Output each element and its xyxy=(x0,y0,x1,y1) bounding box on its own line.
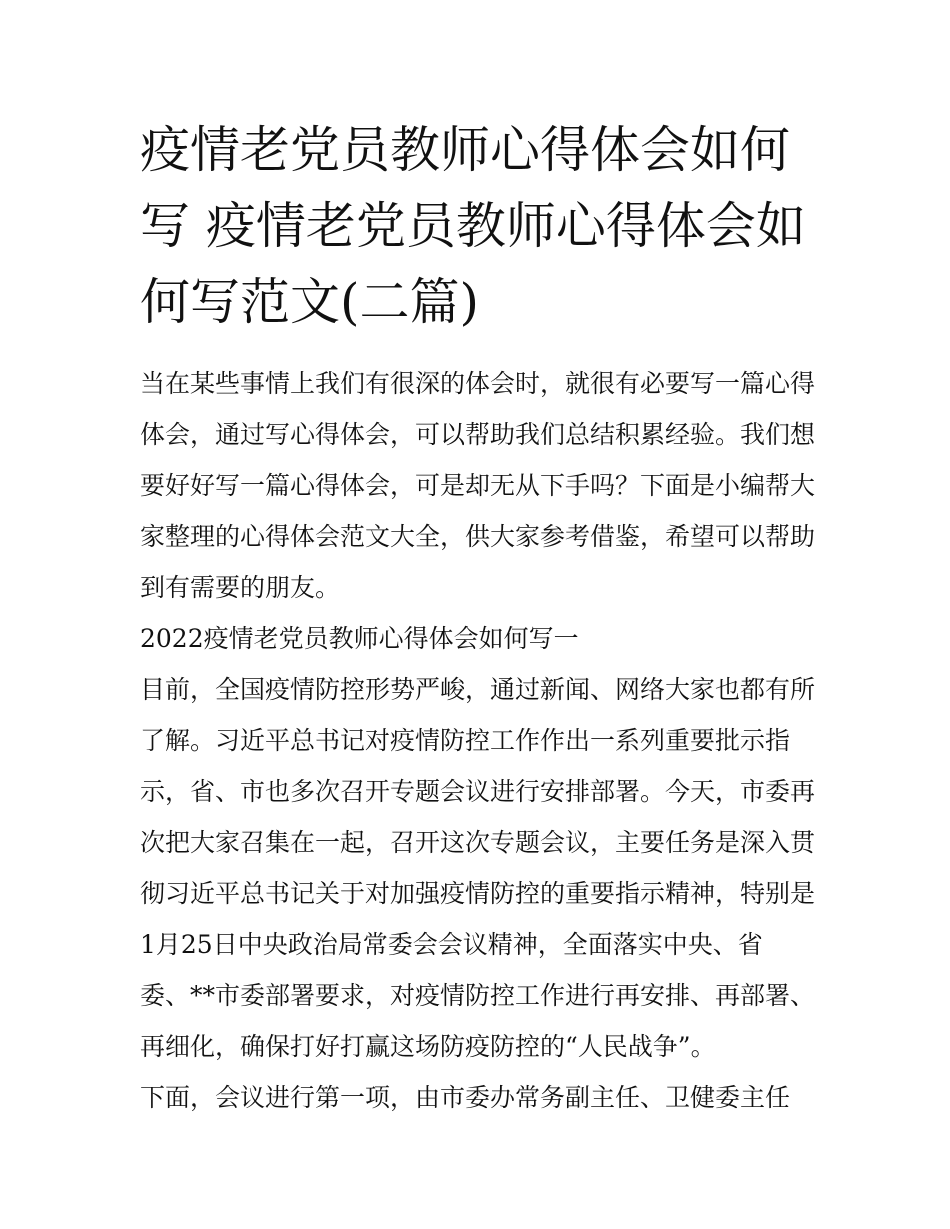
document-title xyxy=(140,112,820,340)
body-line: 了解。习近平总书记对疫情防控工作作出一系列重要批示指 xyxy=(140,726,791,755)
body-line: 示，省、市也多次召开专题会议进行安排部署。今天，市委再 xyxy=(140,777,816,806)
title-line: 何写范文(二篇) xyxy=(140,273,480,331)
intro-line: 体会，通过写心得体会，可以帮助我们总结积累经验。我们想 xyxy=(140,420,816,449)
intro-line: 当在某些事情上我们有很深的体会时，就很有必要写一篇心得 xyxy=(140,369,816,398)
body-line: 1月25日中央政治局常委会会议精神，全面落实中央、省 xyxy=(140,930,763,959)
body-line: 委、**市委部署要求，对疫情防控工作进行再安排、再部署、 xyxy=(140,981,816,1010)
intro-line: 到有需要的朋友。 xyxy=(140,573,341,602)
body-line: 再细化，确保打好打赢这场防疫防控的“人民战争”。 xyxy=(140,1032,716,1061)
document-content xyxy=(140,112,820,1123)
next-paragraph xyxy=(140,1072,820,1123)
intro-line: 家整理的心得体会范文大全，供大家参考借鉴，希望可以帮助 xyxy=(140,522,816,551)
body-line: 次把大家召集在一起，召开这次专题会议，主要任务是深入贯 xyxy=(140,828,816,857)
section-heading xyxy=(140,613,820,664)
intro-paragraph xyxy=(140,358,820,613)
intro-line: 要好好写一篇心得体会，可是却无从下手吗？下面是小编帮大 xyxy=(140,471,816,500)
title-line: 写 疫情老党员教师心得体会如 xyxy=(140,197,806,255)
section-heading-text: 2022疫情老党员教师心得体会如何写一 xyxy=(140,624,579,653)
body-line: 目前，全国疫情防控形势严峻，通过新闻、网络大家也都有所 xyxy=(140,675,816,704)
body-line: 彻习近平总书记关于对加强疫情防控的重要指示精神，特别是 xyxy=(140,879,816,908)
body-paragraph xyxy=(140,664,820,1072)
body-line: 下面，会议进行第一项，由市委办常务副主任、卫健委主任 xyxy=(140,1083,791,1112)
title-line: 疫情老党员教师心得体会如何 xyxy=(140,121,790,179)
